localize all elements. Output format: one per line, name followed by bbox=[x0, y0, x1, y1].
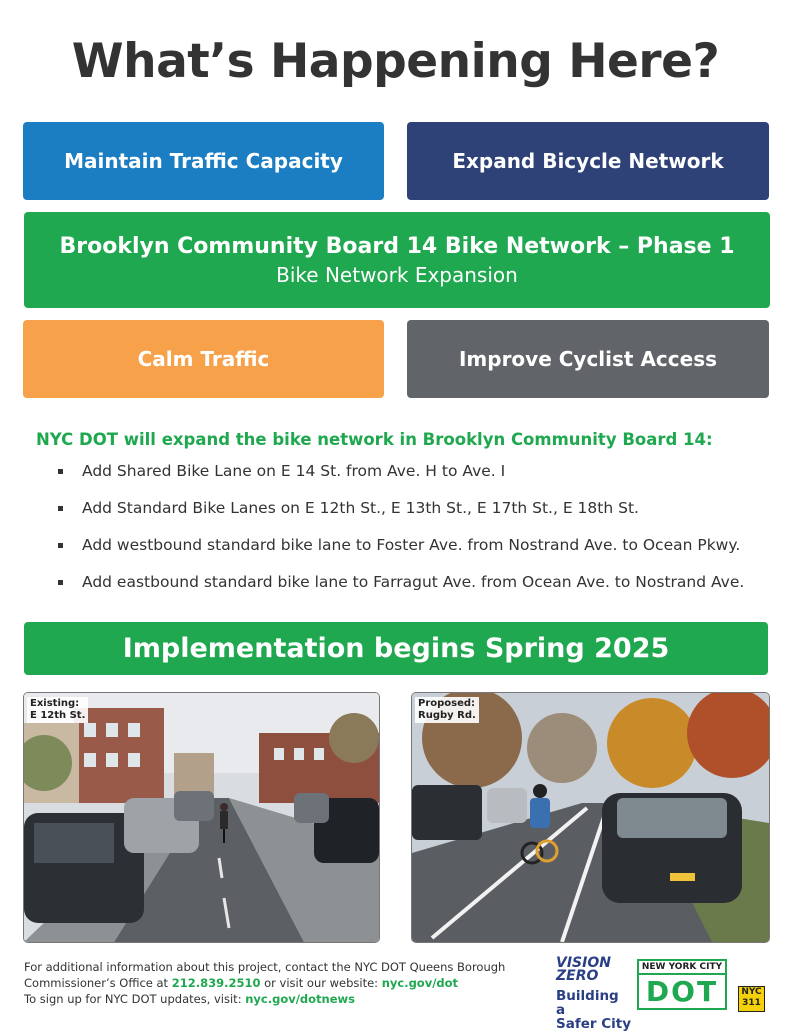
list-item-text: Add Standard Bike Lanes on E 12th St., E 13th St., E 17th St., E 18th St. bbox=[82, 499, 639, 517]
photo-proposed bbox=[411, 692, 770, 943]
project-title: Brooklyn Community Board 14 Bike Network – Phase 1 bbox=[59, 233, 735, 259]
bullet-list bbox=[58, 460, 744, 608]
project-subtitle: Bike Network Expansion bbox=[276, 262, 518, 287]
nyc-dot-logo-city: NEW YORK CITY bbox=[639, 961, 725, 975]
bullet-icon bbox=[58, 506, 63, 511]
phone-number[interactable]: 212.839.2510 bbox=[171, 976, 261, 990]
photo-existing bbox=[23, 692, 380, 943]
footer-line2-text: Commissioner’s Office at bbox=[24, 976, 172, 990]
project-banner bbox=[24, 212, 770, 308]
photo-proposed-label-line2: Rugby Rd. bbox=[418, 710, 476, 721]
nyc-311-logo-line1: NYC bbox=[741, 987, 762, 997]
list-item-text: Add westbound standard bike lane to Foster Ave. from Nostrand Ave. to Ocean Pkwy. bbox=[82, 536, 741, 554]
vision-zero-tagline-line2: Safer City bbox=[556, 1016, 632, 1032]
footer-line2-text2: or visit our website: bbox=[260, 976, 382, 990]
goal-improve-cyclist-access: Improve Cyclist Access bbox=[407, 320, 769, 398]
nyc-311-logo-line2: 311 bbox=[742, 998, 761, 1008]
goal-calm-traffic: Calm Traffic bbox=[23, 320, 384, 398]
implementation-banner: Implementation begins Spring 2025 bbox=[24, 622, 768, 675]
list-item bbox=[58, 534, 744, 571]
photo-existing-label-line2: E 12th St. bbox=[30, 710, 86, 721]
footer-line2 bbox=[24, 975, 505, 991]
lead-statement: NYC DOT will expand the bike network in Brooklyn Community Board 14: bbox=[36, 430, 713, 449]
vision-zero-line2: ZERO bbox=[556, 968, 599, 984]
vision-zero-wordmark bbox=[556, 957, 631, 983]
list-item bbox=[58, 460, 744, 497]
list-item-text: Add Shared Bike Lane on E 14 St. from Ave. H to Ave. I bbox=[82, 462, 506, 480]
photo-proposed-label-line1: Proposed: bbox=[418, 698, 476, 709]
footer-line3-text: To sign up for NYC DOT updates, visit: bbox=[24, 992, 246, 1006]
list-item bbox=[58, 497, 744, 534]
goal-maintain-traffic: Maintain Traffic Capacity bbox=[23, 122, 384, 200]
footer-line1: For additional information about this project, contact the NYC DOT Queens Borough bbox=[24, 960, 506, 974]
nyc-dot-logo bbox=[637, 959, 727, 1010]
existing-street-image bbox=[24, 693, 379, 942]
bullet-icon bbox=[58, 469, 63, 474]
goal-expand-bicycle-network: Expand Bicycle Network bbox=[407, 122, 769, 200]
vision-zero-line1: VISION bbox=[556, 955, 611, 971]
bullet-icon bbox=[58, 543, 63, 548]
nyc-311-logo bbox=[738, 986, 765, 1012]
updates-link[interactable]: nyc.gov/dotnews bbox=[245, 992, 356, 1006]
vision-zero-tagline-line1: Building a bbox=[556, 988, 619, 1018]
vision-zero-tagline bbox=[556, 989, 631, 1031]
photo-existing-label bbox=[27, 697, 88, 723]
footer-line3 bbox=[24, 991, 505, 1007]
nyc-dot-logo-word: DOT bbox=[645, 975, 719, 1008]
website-link[interactable]: nyc.gov/dot bbox=[381, 976, 459, 990]
photo-existing-label-line1: Existing: bbox=[30, 698, 80, 709]
page-title: What’s Happening Here? bbox=[71, 34, 720, 89]
bullet-icon bbox=[58, 580, 63, 585]
footer-contact bbox=[24, 959, 505, 1007]
vision-zero-logo bbox=[556, 955, 632, 1032]
proposed-street-image bbox=[412, 693, 769, 942]
list-item bbox=[58, 571, 744, 608]
list-item-text: Add eastbound standard bike lane to Farragut Ave. from Ocean Ave. to Nostrand Ave. bbox=[82, 573, 745, 591]
photo-proposed-label bbox=[415, 697, 479, 723]
